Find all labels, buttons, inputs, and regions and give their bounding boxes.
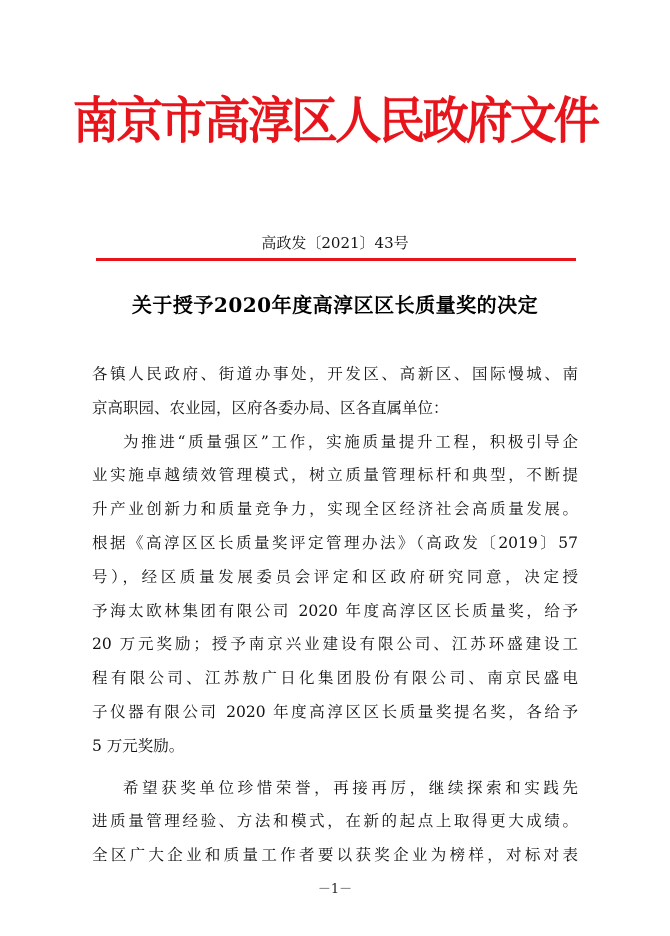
body-line: 全区广大企业和质量工作者要以获奖企业为榜样，对标对表 [92,846,578,865]
body-line: 根据《高淳区区长质量奖评定管理办法》（高政发〔2019〕57 [92,533,578,552]
body-line: 子仪器有限公司 2020 年度高淳区区长质量奖提名奖，各给予 [92,702,578,721]
body-line: 业实施卓越绩效管理模式，树立质量管理标杆和典型，不断提 [92,466,578,485]
document-number: 高政发〔2021〕43号 [261,234,409,252]
red-separator-line [96,258,576,261]
body-line: 5 万元奖励。 [92,736,185,755]
document-title: 关于授予2020年度高淳区区长质量奖的决定 [131,293,539,317]
body-line: 予海太欧林集团有限公司 2020 年度高淳区区长质量奖，给予 [92,601,578,620]
body-line: 希望获奖单位珍惜荣誉，再接再厉，继续探索和实践先 [123,778,578,797]
paragraph-gap [92,769,578,777]
body-line: 进质量管理经验、方法和模式，在新的起点上取得更大成绩。 [92,812,578,831]
document-body [92,363,578,878]
body-line: 各镇人民政府、街道办事处，开发区、高新区、国际慢城、南 [92,365,578,383]
body-line: 为推进“质量强区”工作，实施质量提升工程，积极引导企 [123,432,578,451]
body-line: 升产业创新力和质量竞争力，实现全区经济社会高质量发展。 [92,500,578,519]
page-number: －1－ [317,882,353,897]
body-line: 程有限公司、江苏敖广日化集团股份有限公司、南京民盛电 [92,669,578,688]
body-line: 号），经区质量发展委员会评定和区政府研究同意，决定授 [92,567,578,586]
document-header-title: 南京市高淳区人民政府文件 [72,92,598,150]
body-line: 京高职园、农业园，区府各委办局、区各直属单位： [92,398,449,417]
body-line: 20 万元奖励；授予南京兴业建设有限公司、江苏环盛建设工 [92,635,578,654]
